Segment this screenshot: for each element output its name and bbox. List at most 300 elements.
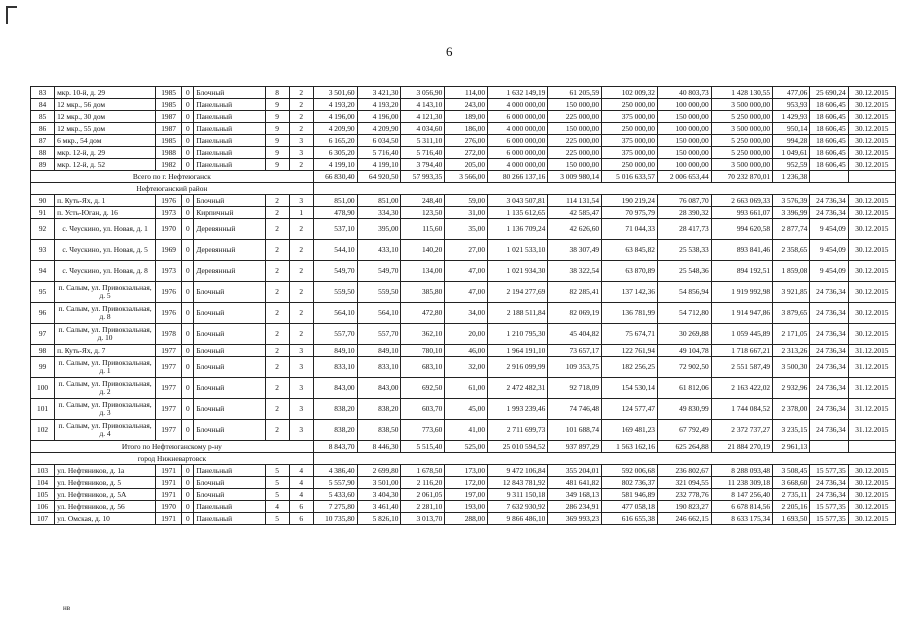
table-cell: 1987: [155, 123, 181, 135]
table-cell: [313, 453, 895, 465]
table-cell: 2 378,00: [773, 399, 810, 420]
table-cell: 2: [289, 87, 313, 99]
table-cell: Блочный: [194, 195, 265, 207]
table-cell: 625 264,88: [657, 441, 711, 453]
table-cell: 6 678 814,56: [711, 501, 772, 513]
table-cell: ул. Нефтяников, д. 56: [55, 501, 156, 513]
table-cell: 24 736,34: [810, 195, 848, 207]
table-cell: 0: [182, 324, 194, 345]
table-cell: 75 674,71: [602, 324, 658, 345]
table-body: [31, 87, 896, 525]
table-cell: 18 606,45: [810, 99, 848, 111]
table-cell: 4 199,10: [357, 159, 401, 171]
table-cell: 1985: [155, 87, 181, 99]
table-cell: 1 210 795,30: [488, 324, 548, 345]
table-cell: 8: [265, 87, 289, 99]
table-cell: 24 736,34: [810, 378, 848, 399]
table-cell: 87: [31, 135, 55, 147]
table-cell: 15 577,35: [810, 501, 848, 513]
table-cell: 47,00: [445, 261, 488, 282]
table-cell: 349 168,13: [548, 489, 602, 501]
table-cell: 114 131,54: [548, 195, 602, 207]
table-cell: 1 718 667,21: [711, 345, 772, 357]
table-cell: 30.12.2015: [848, 135, 895, 147]
table-cell: Блочный: [194, 477, 265, 489]
table-cell: 2: [289, 240, 313, 261]
table-cell: 5: [265, 465, 289, 477]
table-cell: 30.12.2015: [848, 99, 895, 111]
table-cell: 1 021 533,10: [488, 240, 548, 261]
table-cell: 24 736,34: [810, 357, 848, 378]
table-cell: 30.12.2015: [848, 219, 895, 240]
table-row: [31, 324, 896, 345]
table-cell: 3 235,15: [773, 420, 810, 441]
table-cell: 30.12.2015: [848, 513, 895, 525]
table-cell: 1976: [155, 303, 181, 324]
table-cell: 9 866 486,10: [488, 513, 548, 525]
table-cell: 1987: [155, 111, 181, 123]
table-cell: 557,70: [357, 324, 401, 345]
table-cell: 150 000,00: [548, 99, 602, 111]
table-cell: 2 372 737,27: [711, 420, 772, 441]
table-cell: 3 501,00: [357, 477, 401, 489]
table-cell: 2: [265, 195, 289, 207]
table-cell: 843,00: [313, 378, 357, 399]
table-cell: 2 061,05: [401, 489, 445, 501]
page-number: 6: [446, 44, 453, 59]
table-cell: 45,00: [445, 399, 488, 420]
table-cell: 31,00: [445, 207, 488, 219]
table-cell: 30.12.2015: [848, 282, 895, 303]
table-cell: Панельный: [194, 135, 265, 147]
table-cell: 8 633 175,34: [711, 513, 772, 525]
table-cell: 334,30: [357, 207, 401, 219]
table-cell: Блочный: [194, 357, 265, 378]
table-cell: 4 000 000,00: [488, 159, 548, 171]
table-cell: 478,90: [313, 207, 357, 219]
table-cell: 114,00: [445, 87, 488, 99]
table-cell: 3: [289, 357, 313, 378]
table-cell: 102 009,32: [602, 87, 658, 99]
table-cell: 92: [31, 219, 55, 240]
table-cell: 1 993 239,46: [488, 399, 548, 420]
table-cell: 9: [265, 159, 289, 171]
table-cell: 2: [265, 399, 289, 420]
table-cell: 544,10: [313, 240, 357, 261]
table-cell: 169 481,23: [602, 420, 658, 441]
table-cell: 851,00: [313, 195, 357, 207]
table-cell: 7 275,80: [313, 501, 357, 513]
table-cell: 0: [182, 465, 194, 477]
table-cell: 10 735,80: [313, 513, 357, 525]
table-cell: 154 530,14: [602, 378, 658, 399]
table-cell: 9: [265, 147, 289, 159]
table-cell: 54 856,94: [657, 282, 711, 303]
table-cell: 893 841,46: [711, 240, 772, 261]
footer-initials: нв: [63, 604, 71, 612]
table-cell: 124 577,47: [602, 399, 658, 420]
table-cell: 189,00: [445, 111, 488, 123]
table-row: [31, 420, 896, 441]
table-cell: 3: [289, 378, 313, 399]
table-cell: 0: [182, 87, 194, 99]
table-cell: ул. Нефтяников, д. 1а: [55, 465, 156, 477]
table-cell: 25 690,24: [810, 87, 848, 99]
table-cell: 369 993,23: [548, 513, 602, 525]
table-cell: 103: [31, 465, 55, 477]
table-cell: 5 016 633,57: [602, 171, 658, 183]
table-cell: 6 000 000,00: [488, 111, 548, 123]
table-cell: 2 932,96: [773, 378, 810, 399]
table-cell: 549,70: [357, 261, 401, 282]
table-cell: 137 142,36: [602, 282, 658, 303]
table-cell: 5 311,10: [401, 135, 445, 147]
table-cell: 0: [182, 99, 194, 111]
table-cell: Блочный: [194, 303, 265, 324]
table-cell: 4: [265, 501, 289, 513]
table-cell: 2 735,11: [773, 489, 810, 501]
table-cell: 559,50: [313, 282, 357, 303]
table-cell: 30.12.2015: [848, 195, 895, 207]
table-cell: 321 094,55: [657, 477, 711, 489]
table-cell: 3 508,45: [773, 465, 810, 477]
table-row: [31, 87, 896, 99]
table-cell: 683,10: [401, 357, 445, 378]
table-cell: 2 711 699,73: [488, 420, 548, 441]
table-cell: 0: [182, 240, 194, 261]
table-cell: 0: [182, 489, 194, 501]
table-cell: 1969: [155, 240, 181, 261]
table-cell: 5: [265, 477, 289, 489]
table-cell: 2: [289, 99, 313, 111]
table-cell: 1 021 934,30: [488, 261, 548, 282]
table-cell: 21 884 270,19: [711, 441, 772, 453]
corner-binding-mark: [6, 6, 17, 24]
table-cell: 2: [265, 303, 289, 324]
table-cell: 2 313,26: [773, 345, 810, 357]
table-cell: 5 433,60: [313, 489, 357, 501]
table-cell: 0: [182, 207, 194, 219]
table-cell: 3 921,85: [773, 282, 810, 303]
table-row: [31, 465, 896, 477]
table-cell: 83: [31, 87, 55, 99]
table-cell: 182 256,25: [602, 357, 658, 378]
table-cell: 31.12.2015: [848, 357, 895, 378]
table-cell: 3 576,39: [773, 195, 810, 207]
table-cell: 74 746,48: [548, 399, 602, 420]
table-cell: 2 663 069,33: [711, 195, 772, 207]
table-cell: 9: [265, 111, 289, 123]
table-cell: 1985: [155, 99, 181, 111]
table-cell: 1985: [155, 135, 181, 147]
table-cell: 4 209,90: [357, 123, 401, 135]
table-cell: 1 964 191,10: [488, 345, 548, 357]
table-cell: 30.12.2015: [848, 111, 895, 123]
table-cell: 375 000,00: [602, 135, 658, 147]
table-cell: 5 250 000,00: [711, 147, 772, 159]
table-cell: 5 557,90: [313, 477, 357, 489]
table-cell: 24 736,34: [810, 345, 848, 357]
table-row: [31, 111, 896, 123]
table-cell: 276,00: [445, 135, 488, 147]
table-cell: 67 792,49: [657, 420, 711, 441]
table-cell: 3: [289, 195, 313, 207]
table-cell: 24 736,34: [810, 303, 848, 324]
table-row: [31, 99, 896, 111]
table-cell: 47,00: [445, 282, 488, 303]
table-cell: 109 353,75: [548, 357, 602, 378]
table-cell: 6 165,20: [313, 135, 357, 147]
table-cell: 2 916 099,99: [488, 357, 548, 378]
table-row: [31, 123, 896, 135]
table-cell: 41,00: [445, 420, 488, 441]
table-row: [31, 282, 896, 303]
table-cell: Блочный: [194, 87, 265, 99]
table-cell: 100 000,00: [657, 123, 711, 135]
table-cell: 0: [182, 261, 194, 282]
table-cell: 603,70: [401, 399, 445, 420]
table-cell: 0: [182, 159, 194, 171]
table-cell: 30.12.2015: [848, 87, 895, 99]
table-cell: 150 000,00: [657, 111, 711, 123]
table-cell: 30.12.2015: [848, 147, 895, 159]
table-cell: п. Салым, ул. Привокзальная, д. 1: [55, 357, 156, 378]
table-cell: 2: [265, 378, 289, 399]
table-cell: 136 781,99: [602, 303, 658, 324]
table-cell: 3: [289, 135, 313, 147]
table-cell: 2: [265, 207, 289, 219]
table-cell: 92 718,09: [548, 378, 602, 399]
table-cell: 1971: [155, 465, 181, 477]
table-cell: 3 500 000,00: [711, 159, 772, 171]
table-cell: 564,10: [313, 303, 357, 324]
table-cell: Панельный: [194, 465, 265, 477]
table-cell: 30.12.2015: [848, 240, 895, 261]
table-cell: п. Салым, ул. Привокзальная, д. 3: [55, 399, 156, 420]
table-cell: 31.12.2015: [848, 378, 895, 399]
table-cell: п. Салым, ул. Привокзальная, д. 4: [55, 420, 156, 441]
table-cell: 838,50: [357, 420, 401, 441]
table-cell: 4 193,20: [357, 99, 401, 111]
table-cell: 73 657,17: [548, 345, 602, 357]
table-cell: 30.12.2015: [848, 465, 895, 477]
table-cell: 1 563 162,16: [602, 441, 658, 453]
table-cell: Блочный: [194, 489, 265, 501]
table-cell: 838,20: [357, 399, 401, 420]
section-title: Нефтеюганский район: [31, 183, 314, 195]
table-cell: Панельный: [194, 111, 265, 123]
table-cell: 9 454,09: [810, 261, 848, 282]
table-cell: 115,60: [401, 219, 445, 240]
table-cell: 773,60: [401, 420, 445, 441]
table-cell: 88: [31, 147, 55, 159]
table-cell: Кирпичный: [194, 207, 265, 219]
table-cell: 4 000 000,00: [488, 99, 548, 111]
table-cell: 45 404,82: [548, 324, 602, 345]
table-cell: 3 421,30: [357, 87, 401, 99]
table-cell: 150 000,00: [657, 135, 711, 147]
section-header-row: [31, 183, 896, 195]
table-cell: 190 219,24: [602, 195, 658, 207]
table-cell: 25 548,36: [657, 261, 711, 282]
table-cell: 375 000,00: [602, 147, 658, 159]
table-cell: 2: [265, 240, 289, 261]
table-cell: 18 606,45: [810, 159, 848, 171]
table-cell: 30.12.2015: [848, 159, 895, 171]
table-cell: мкр. 12-й, д. 52: [55, 159, 156, 171]
table-cell: 2 551 587,49: [711, 357, 772, 378]
table-cell: 2 877,74: [773, 219, 810, 240]
total-row: [31, 441, 896, 453]
table-cell: 362,10: [401, 324, 445, 345]
table-cell: 18 606,45: [810, 135, 848, 147]
table-cell: 2 358,65: [773, 240, 810, 261]
table-cell: 581 946,89: [602, 489, 658, 501]
table-cell: с. Чеускино, ул. Новая, д. 1: [55, 219, 156, 240]
table-cell: Деревянный: [194, 219, 265, 240]
table-cell: 12 843 781,92: [488, 477, 548, 489]
table-row: [31, 345, 896, 357]
table-cell: 0: [182, 303, 194, 324]
table-cell: 1976: [155, 195, 181, 207]
table-cell: 172,00: [445, 477, 488, 489]
table-cell: 950,14: [773, 123, 810, 135]
table-cell: 3 501,60: [313, 87, 357, 99]
table-cell: 1971: [155, 489, 181, 501]
table-cell: 5 716,40: [401, 147, 445, 159]
table-cell: 61 205,59: [548, 87, 602, 99]
table-cell: Панельный: [194, 99, 265, 111]
table-cell: 30 269,88: [657, 324, 711, 345]
table-cell: 7 632 930,92: [488, 501, 548, 513]
table-cell: 34,00: [445, 303, 488, 324]
table-cell: 3 794,40: [401, 159, 445, 171]
table-cell: 140,20: [401, 240, 445, 261]
table-cell: 20,00: [445, 324, 488, 345]
table-cell: 94: [31, 261, 55, 282]
table-cell: 99: [31, 357, 55, 378]
table-cell: 96: [31, 303, 55, 324]
table-cell: 106: [31, 501, 55, 513]
table-cell: 3 404,30: [357, 489, 401, 501]
table-cell: 3 009 980,14: [548, 171, 602, 183]
total-label: Всего по г. Нефтеюганск: [31, 171, 314, 183]
table-cell: 38 307,49: [548, 240, 602, 261]
table-cell: 66 830,40: [313, 171, 357, 183]
table-cell: 2: [289, 123, 313, 135]
table-cell: Панельный: [194, 147, 265, 159]
table-cell: 9 311 150,18: [488, 489, 548, 501]
table-cell: 472,80: [401, 303, 445, 324]
table-cell: 42 626,60: [548, 219, 602, 240]
table-cell: 28 417,73: [657, 219, 711, 240]
table-cell: 25 538,33: [657, 240, 711, 261]
table-cell: 549,70: [313, 261, 357, 282]
table-cell: 5 250 000,00: [711, 111, 772, 123]
table-cell: 2 171,05: [773, 324, 810, 345]
table-cell: 90: [31, 195, 55, 207]
table-cell: 30.12.2015: [848, 123, 895, 135]
table-cell: 18 606,45: [810, 147, 848, 159]
table-cell: 150 000,00: [548, 123, 602, 135]
table-cell: 0: [182, 399, 194, 420]
table-cell: Деревянный: [194, 261, 265, 282]
table-cell: 70 975,79: [602, 207, 658, 219]
table-cell: 3 396,99: [773, 207, 810, 219]
table-cell: 76 087,70: [657, 195, 711, 207]
table-cell: 15 577,35: [810, 513, 848, 525]
table-cell: п. Салым, ул. Привокзальная, д. 2: [55, 378, 156, 399]
table-cell: 4 386,40: [313, 465, 357, 477]
table-cell: 1 632 149,19: [488, 87, 548, 99]
table-cell: 100 000,00: [657, 159, 711, 171]
table-cell: 89: [31, 159, 55, 171]
table-cell: 1 049,61: [773, 147, 810, 159]
table-cell: 3: [289, 399, 313, 420]
table-cell: 0: [182, 420, 194, 441]
table-cell: 205,00: [445, 159, 488, 171]
table-cell: 5: [265, 489, 289, 501]
table-cell: 4 209,90: [313, 123, 357, 135]
table-cell: 2: [289, 282, 313, 303]
table-cell: Блочный: [194, 420, 265, 441]
table-cell: 84: [31, 99, 55, 111]
table-cell: 6: [289, 513, 313, 525]
table-cell: с. Чеускино, ул. Новая, д. 8: [55, 261, 156, 282]
table-cell: 1 059 445,89: [711, 324, 772, 345]
table-cell: 2: [265, 261, 289, 282]
table-cell: 225 000,00: [548, 135, 602, 147]
table-cell: 692,50: [401, 378, 445, 399]
table-cell: 30.12.2015: [848, 477, 895, 489]
table-cell: 0: [182, 357, 194, 378]
table-cell: 24 736,34: [810, 399, 848, 420]
table-row: [31, 303, 896, 324]
table-cell: 833,10: [357, 357, 401, 378]
table-cell: 4 121,30: [401, 111, 445, 123]
table-cell: 952,59: [773, 159, 810, 171]
table-cell: 4 143,10: [401, 99, 445, 111]
table-cell: 2 163 422,02: [711, 378, 772, 399]
table-cell: п. Куть-Ях, д. 1: [55, 195, 156, 207]
table-cell: 1971: [155, 513, 181, 525]
table-cell: 2: [289, 219, 313, 240]
table-cell: с. Чеускино, ул. Новая, д. 5: [55, 240, 156, 261]
table-cell: 1 236,38: [773, 171, 810, 183]
table-cell: 107: [31, 513, 55, 525]
table-cell: 70 232 870,01: [711, 171, 772, 183]
table-cell: 2: [289, 111, 313, 123]
table-cell: 30.12.2015: [848, 207, 895, 219]
table-row: [31, 357, 896, 378]
table-cell: 123,50: [401, 207, 445, 219]
table-cell: 1976: [155, 282, 181, 303]
table-cell: 86: [31, 123, 55, 135]
table-cell: 24 736,34: [810, 282, 848, 303]
table-cell: 6 034,50: [357, 135, 401, 147]
table-cell: 2 961,13: [773, 441, 810, 453]
table-cell: 1 429,93: [773, 111, 810, 123]
table-cell: 12 мкр., 30 дом: [55, 111, 156, 123]
table-cell: 0: [182, 111, 194, 123]
table-cell: 395,00: [357, 219, 401, 240]
table-cell: 2 472 482,31: [488, 378, 548, 399]
table-cell: 57 993,35: [401, 171, 445, 183]
table-cell: 355 204,01: [548, 465, 602, 477]
table-cell: 190 823,27: [657, 501, 711, 513]
table-cell: 3: [289, 345, 313, 357]
table-cell: 31.12.2015: [848, 420, 895, 441]
